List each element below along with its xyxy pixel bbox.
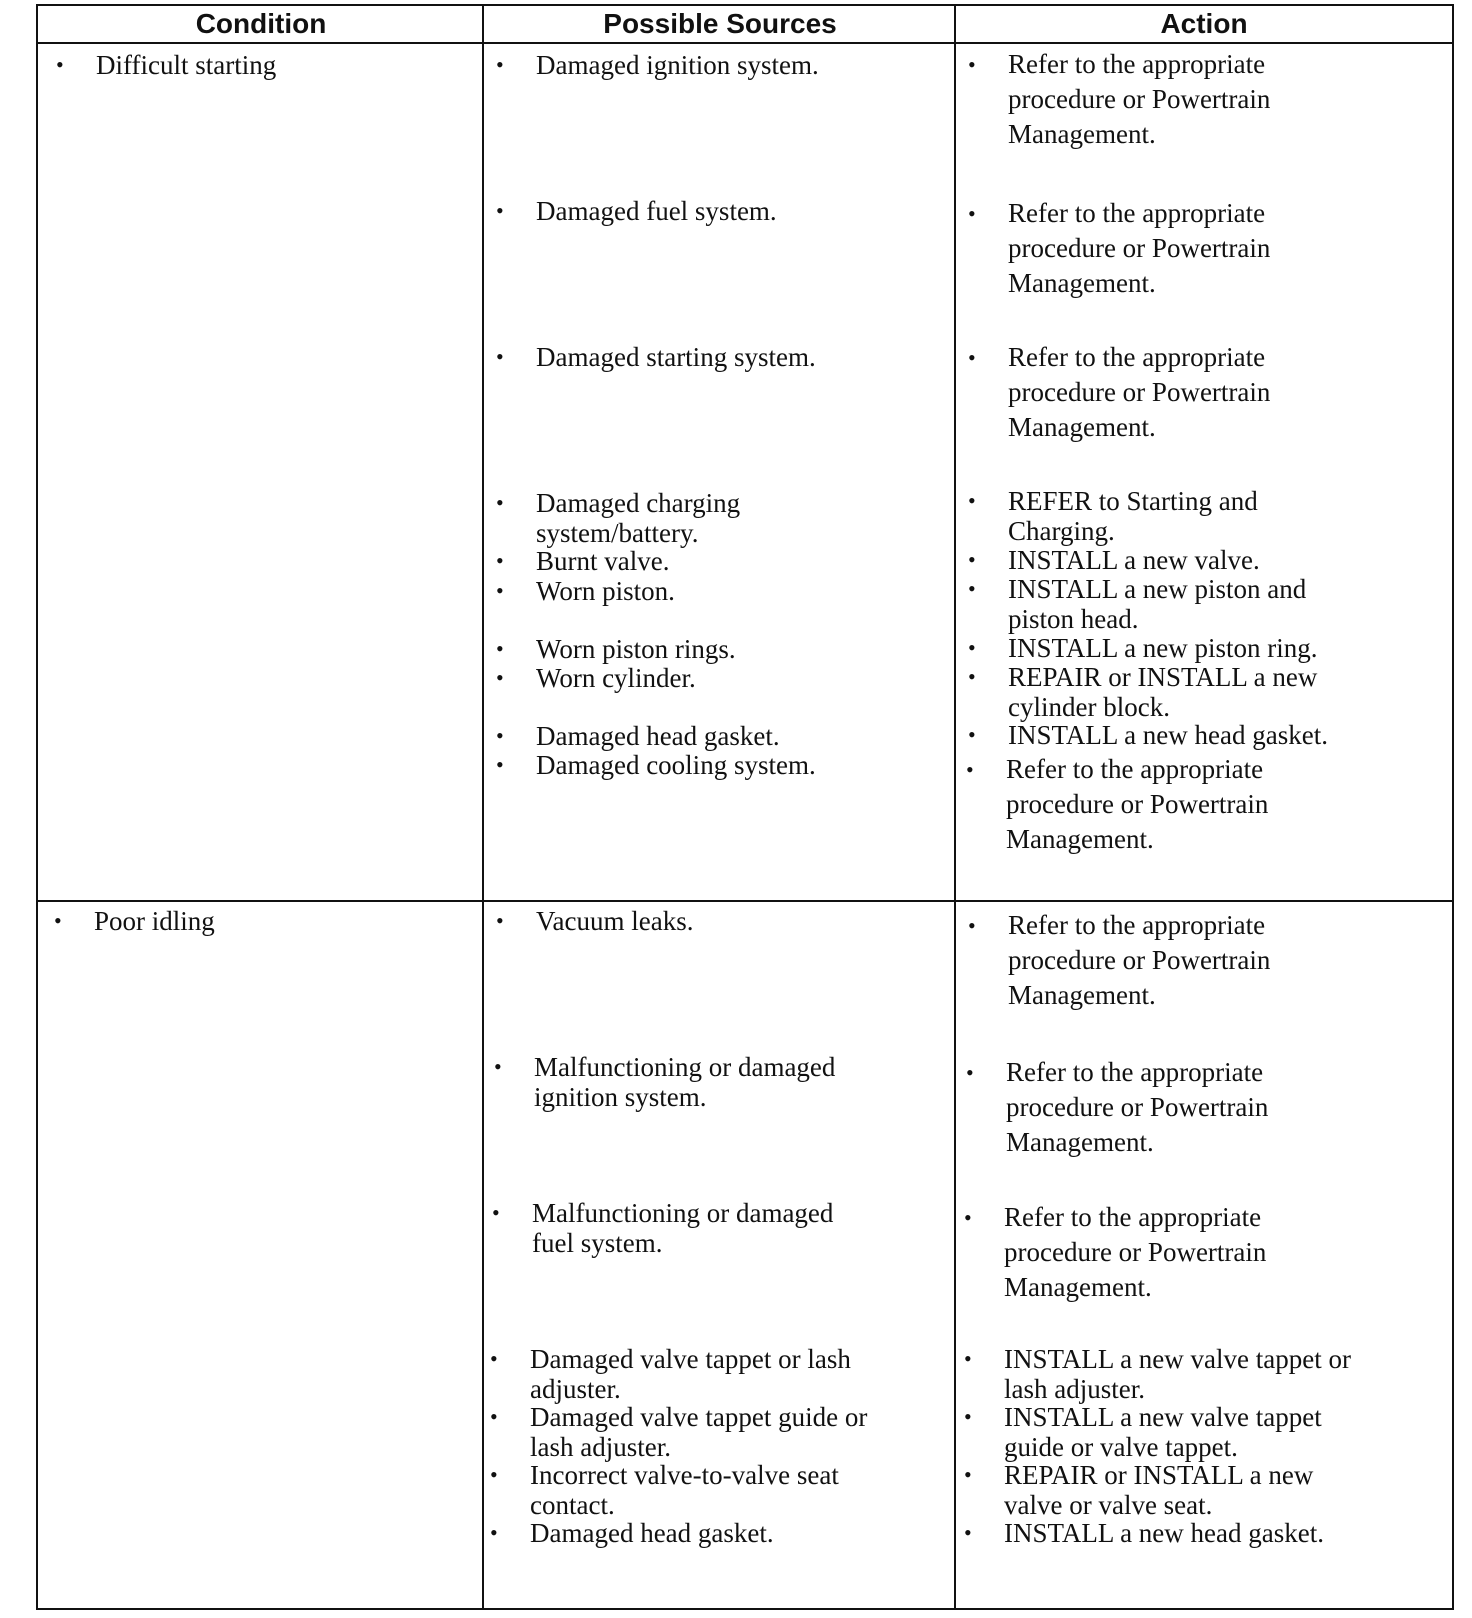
column-divider bbox=[954, 6, 956, 1608]
action-item: • Refer to the appropriate procedure or Powertrain Management. bbox=[964, 1202, 1267, 1302]
column-divider bbox=[482, 6, 484, 1608]
source-item: • Damaged fuel system. bbox=[496, 196, 777, 226]
source-item: • Damaged head gasket. bbox=[496, 721, 780, 751]
source-item: • Damaged starting system. bbox=[496, 342, 816, 372]
action-item: • INSTALL a new valve tappet guide or valve tappet. bbox=[964, 1402, 1322, 1462]
action-item: • Refer to the appropriate procedure or Powertrain Management. bbox=[968, 910, 1271, 1010]
source-item: • Damaged cooling system. bbox=[496, 750, 816, 780]
source-item: • Incorrect valve-to-valve seat contact. bbox=[490, 1460, 839, 1520]
source-item: • Damaged ignition system. bbox=[496, 50, 819, 80]
action-item: • INSTALL a new head gasket. bbox=[964, 1518, 1324, 1548]
source-item: • Damaged head gasket. bbox=[490, 1518, 774, 1548]
action-item: • REPAIR or INSTALL a new cylinder block. bbox=[968, 662, 1318, 722]
source-item: • Vacuum leaks. bbox=[496, 906, 694, 936]
action-item: • Refer to the appropriate procedure or Powertrain Management. bbox=[966, 1057, 1269, 1157]
action-item: • Refer to the appropriate procedure or Powertrain Management. bbox=[968, 198, 1271, 298]
action-item: • Refer to the appropriate procedure or Powertrain Management. bbox=[968, 49, 1271, 149]
source-item: • Worn piston rings. bbox=[496, 634, 736, 664]
action-item: • INSTALL a new piston and piston head. bbox=[968, 574, 1307, 634]
source-item: • Damaged charging system/battery. bbox=[496, 488, 741, 548]
action-item: • INSTALL a new valve. bbox=[968, 545, 1260, 575]
header-possible-sources: Possible Sources bbox=[484, 6, 956, 44]
source-item: • Malfunctioning or damaged ignition system. bbox=[494, 1052, 836, 1112]
action-item: • INSTALL a new piston ring. bbox=[968, 633, 1318, 663]
source-item: • Malfunctioning or damaged fuel system. bbox=[492, 1198, 834, 1258]
row-divider bbox=[38, 900, 1452, 902]
condition-difficult-starting: • Difficult starting bbox=[56, 50, 277, 80]
source-item: • Burnt valve. bbox=[496, 546, 670, 576]
action-item: • REPAIR or INSTALL a new valve or valve seat. bbox=[964, 1460, 1314, 1520]
action-item: • Refer to the appropriate procedure or Powertrain Management. bbox=[968, 342, 1271, 442]
header-condition: Condition bbox=[38, 6, 484, 44]
action-item: • Refer to the appropriate procedure or Powertrain Management. bbox=[966, 754, 1269, 854]
source-item: • Worn cylinder. bbox=[496, 663, 696, 693]
source-item: • Worn piston. bbox=[496, 576, 675, 606]
action-item: • INSTALL a new head gasket. bbox=[968, 720, 1328, 750]
action-item: • INSTALL a new valve tappet or lash adjuster. bbox=[964, 1344, 1351, 1404]
action-item: • REFER to Starting and Charging. bbox=[968, 486, 1258, 546]
source-item: • Damaged valve tappet guide or lash adjuster. bbox=[490, 1402, 868, 1462]
source-item: • Damaged valve tappet or lash adjuster. bbox=[490, 1344, 851, 1404]
header-action: Action bbox=[956, 6, 1452, 44]
condition-poor-idling: • Poor idling bbox=[54, 906, 215, 936]
